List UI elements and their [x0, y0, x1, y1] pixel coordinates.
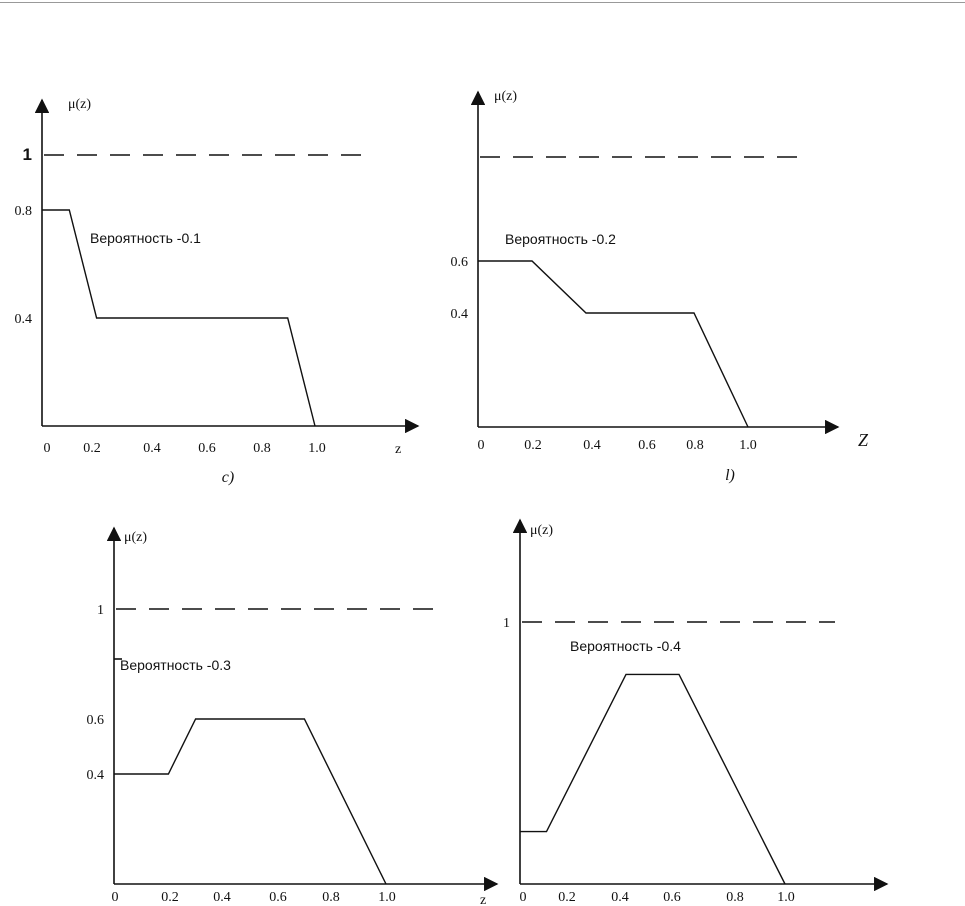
probability-annotation: Вероятность -0.3 — [120, 657, 231, 673]
x-tick-label: 0.2 — [83, 441, 101, 456]
membership-curve — [478, 261, 748, 427]
y-tick-label: 1 — [22, 145, 32, 164]
y-axis-label: μ(z) — [68, 97, 92, 112]
membership-curve — [520, 674, 785, 884]
x-tick-label: 0.8 — [322, 890, 340, 905]
x-axis-label: Z — [858, 430, 869, 450]
panel-caption: c) — [221, 469, 235, 486]
y-tick-label: 0.4 — [86, 768, 104, 783]
x-axis-label: z — [395, 442, 402, 457]
x-tick-label: 0 — [111, 890, 119, 905]
x-tick-label: 0.2 — [558, 890, 576, 905]
panel-caption: l) — [725, 467, 735, 484]
x-tick-label: 0.8 — [726, 890, 744, 905]
x-tick-label: 0.2 — [161, 890, 179, 905]
x-tick-label: 0 — [519, 890, 527, 905]
probability-annotation: Вероятность -0.2 — [505, 231, 616, 247]
y-axis-label: μ(z) — [494, 89, 518, 104]
y-tick-label: 0.8 — [14, 204, 32, 219]
y-tick-label: 1 — [97, 603, 104, 618]
x-tick-label: 0.4 — [143, 441, 161, 456]
x-tick-label: 0.8 — [686, 438, 704, 453]
x-tick-label: 0.6 — [269, 890, 287, 905]
x-tick-label: 0.8 — [253, 441, 271, 456]
x-tick-label: 0.6 — [663, 890, 681, 905]
x-tick-label: 0.6 — [638, 438, 656, 453]
chart-panel-4 — [503, 520, 887, 905]
y-tick-label: 1 — [503, 616, 510, 631]
chart-panel-2 — [451, 89, 870, 484]
y-tick-label: 0.6 — [450, 255, 468, 270]
x-tick-label: 1.0 — [308, 441, 326, 456]
x-tick-label: 0.6 — [198, 441, 216, 456]
y-tick-label: 0.4 — [14, 312, 32, 327]
x-tick-label: 0.4 — [611, 890, 629, 905]
x-tick-label: 0 — [43, 441, 51, 456]
probability-annotation: Вероятность -0.1 — [90, 230, 201, 246]
x-axis-label: z — [480, 893, 487, 906]
x-tick-label: 1.0 — [777, 890, 795, 905]
x-tick-label: 1.0 — [378, 890, 396, 905]
x-tick-label: 1.0 — [739, 438, 757, 453]
membership-curve — [114, 719, 386, 884]
y-axis-label: μ(z) — [530, 523, 554, 538]
x-tick-label: 0.4 — [213, 890, 231, 905]
x-tick-label: 0 — [477, 438, 485, 453]
x-tick-label: 0.4 — [583, 438, 601, 453]
chart-panel-3 — [87, 528, 498, 906]
probability-annotation: Вероятность -0.4 — [570, 638, 681, 654]
y-tick-label: 0.4 — [450, 307, 468, 322]
x-tick-label: 0.2 — [524, 438, 542, 453]
y-axis-label: μ(z) — [124, 530, 148, 545]
chart-panel-1 — [15, 97, 419, 486]
y-tick-label: 0.6 — [86, 713, 104, 728]
